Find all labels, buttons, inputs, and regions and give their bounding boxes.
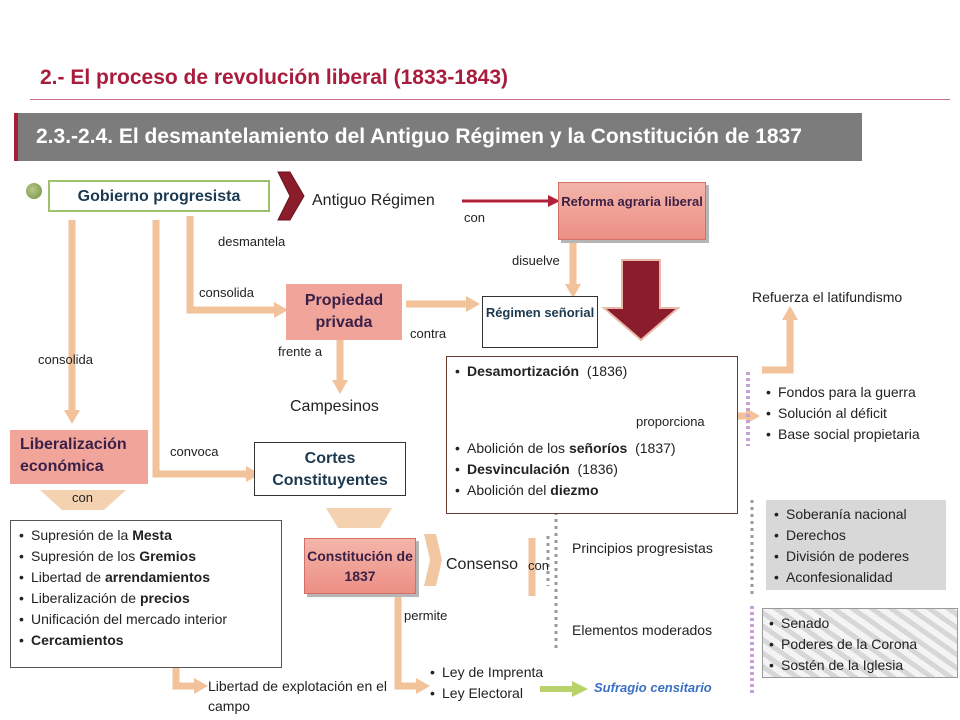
moderados-box	[762, 608, 958, 678]
node-liberalizacion: Liberalización económica	[10, 430, 148, 484]
edge-proporciona: proporciona	[636, 414, 705, 429]
item-deficit: • Solución al déficit	[766, 403, 958, 424]
edge-frente-a: frente a	[278, 344, 323, 359]
node-reforma-agraria: Reforma agraria liberal	[558, 182, 706, 240]
edge-desmantela: desmantela	[218, 234, 286, 249]
edge-con-consenso: con	[528, 558, 549, 573]
node-propiedad-privada: Propiedad privada	[286, 284, 402, 340]
node-refuerza: Refuerza el latifundismo	[752, 289, 903, 305]
item-soberania: • Soberanía nacional	[774, 504, 938, 525]
medidas-box	[446, 356, 738, 514]
arrow-constitucion-consenso	[424, 534, 442, 586]
item-ley-electoral: • Ley Electoral	[430, 683, 570, 704]
item-aconfesionalidad: • Aconfesionalidad	[774, 567, 938, 588]
section-banner: 2.3.-2.4. El desmantelamiento del Antiguo Régimen y la Constitución de 1837	[14, 113, 862, 161]
node-constitucion: Constitución de 1837	[304, 538, 416, 594]
edge-convoca: convoca	[170, 444, 219, 459]
node-libertad-explotacion: Libertad de explotación en el campo	[208, 678, 388, 714]
medida-desamortizacion: • Desamortización (1836)	[455, 361, 729, 382]
slide-title: 2.- El proceso de revolución liberal (1833-1843)	[40, 66, 509, 89]
principios-box	[766, 500, 946, 590]
lib-mercado: • Unificación del mercado interior	[19, 609, 273, 630]
proporciona-list	[766, 382, 958, 445]
node-elementos: Elementos moderados	[572, 622, 713, 638]
edge-con-reforma: con	[464, 210, 485, 225]
edge-con-lib: con	[72, 490, 93, 505]
node-consenso: Consenso	[446, 556, 519, 573]
title-rule	[30, 99, 950, 100]
edge-permite: permite	[404, 608, 448, 623]
leyes-list	[430, 662, 570, 704]
item-base-social: • Base social propietaria	[766, 424, 958, 445]
node-regimen-senorial: Régimen señorial	[482, 296, 598, 348]
chevron-cortes	[326, 508, 392, 528]
node-sufragio: Sufragio censitario	[594, 680, 712, 695]
medida-desvinculacion: • Desvinculación (1836)	[455, 459, 729, 480]
lib-precios: • Liberalización de precios	[19, 588, 273, 609]
medida-diezmo: • Abolición del diezmo	[455, 480, 729, 501]
node-principios: Principios progresistas	[572, 540, 713, 556]
bullet-icon	[26, 183, 42, 199]
arrow-convoca	[156, 220, 248, 474]
dark-arrow-disuelve	[604, 260, 678, 340]
node-cortes: Cortes Constituyentes	[254, 442, 406, 496]
lib-arrendamientos: • Libertad de arrendamientos	[19, 567, 273, 588]
edge-consolida-lib: consolida	[38, 352, 93, 367]
lib-cercamientos: • Cercamientos	[19, 630, 273, 651]
node-antiguo-regimen: Antiguo Régimen	[312, 192, 435, 209]
edge-contra: contra	[410, 326, 447, 341]
medida-senorios: • Abolición de los señoríos (1837)	[455, 438, 729, 459]
item-division: • División de poderes	[774, 546, 938, 567]
edge-disuelve: disuelve	[512, 253, 560, 268]
item-ley-imprenta: • Ley de Imprenta	[430, 662, 570, 683]
lib-mesta: • Supresión de la Mesta	[19, 525, 273, 546]
item-senado: • Senado	[769, 613, 951, 634]
edge-consolida-prop: consolida	[199, 285, 254, 300]
node-campesinos: Campesinos	[290, 398, 379, 415]
item-iglesia: • Sostén de la Iglesia	[769, 655, 951, 676]
arrow-antiguo-reforma	[462, 195, 560, 207]
lib-gremios: • Supresión de los Gremios	[19, 546, 273, 567]
item-derechos: • Derechos	[774, 525, 938, 546]
arrow-refuerza	[762, 318, 790, 370]
item-poderes-corona: • Poderes de la Corona	[769, 634, 951, 655]
dark-arrow-desmantela	[278, 172, 304, 220]
item-fondos: • Fondos para la guerra	[766, 382, 958, 403]
node-gobierno: Gobierno progresista	[48, 180, 270, 212]
liberalizacion-box	[10, 520, 282, 668]
